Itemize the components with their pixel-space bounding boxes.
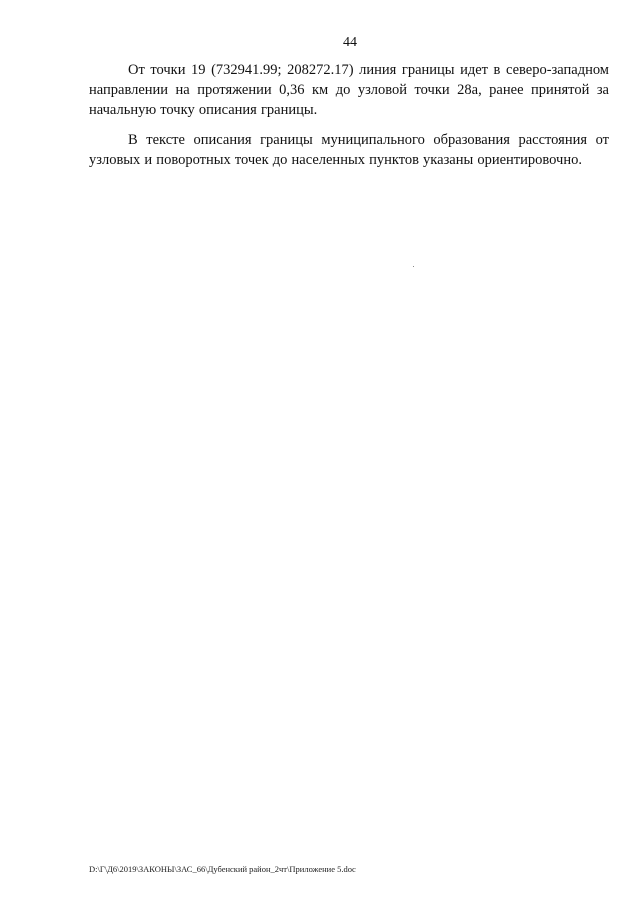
footer-file-path: D:\Г\Д6\2019\ЗАКОНЫ\ЗАС_66\Дубенский район_2чт\Приложение 5.doc bbox=[89, 864, 356, 874]
scan-speck bbox=[413, 266, 414, 267]
paragraph-distance-note: В тексте описания границы муниципального образования расстояния от узловых и поворотных точек до населенных пунктов указаны ориентировочно. bbox=[89, 132, 609, 168]
page-number: 44 bbox=[343, 35, 357, 50]
paragraph-boundary-description: От точки 19 (732941.99; 208272.17) линия границы идет в северо-западном направлении на протяжении 0,36 км до узловой точки 28а, ранее принятой за начальную точку описания границы. bbox=[89, 62, 609, 118]
